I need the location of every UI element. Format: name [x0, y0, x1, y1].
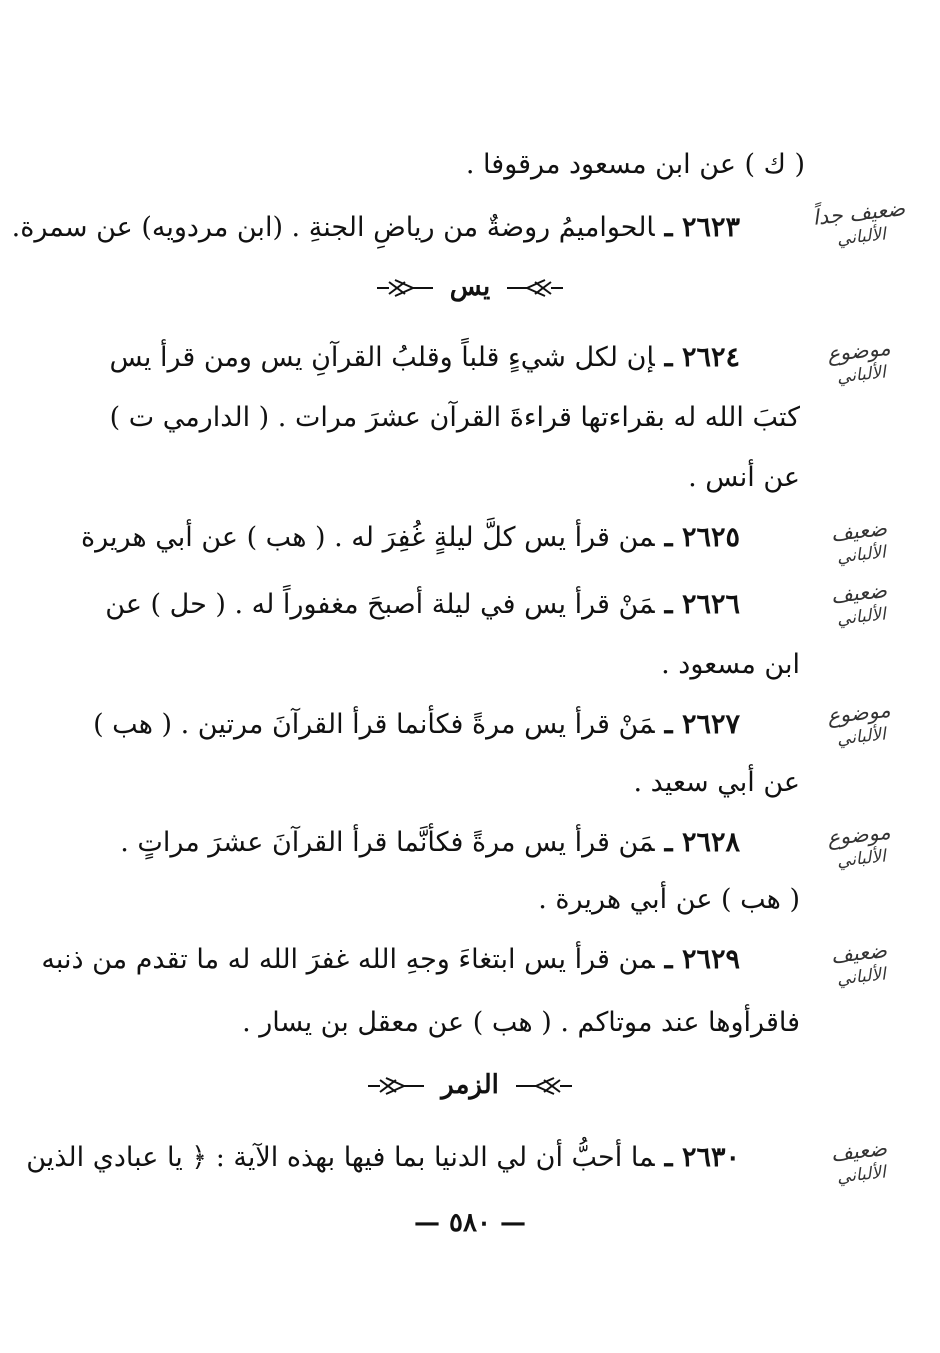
note-grade: موضوع [826, 335, 892, 367]
margin-note [798, 816, 922, 876]
text-line: ( هب ) عن أبي هريرة . [538, 884, 800, 915]
hadith-text: مَنْ قرأ يس في ليلة أصبحَ مغفوراً له . ( حل ) عن [105, 589, 655, 620]
ornament-left-icon [366, 1075, 426, 1097]
note-author: الألباني [836, 846, 887, 872]
hadith-2629 [41, 940, 740, 980]
hadith-number: ٢٦٢٩ ـ [664, 944, 740, 975]
note-grade: موضوع [826, 697, 892, 729]
note-author: الألباني [836, 1162, 887, 1188]
page-number: — ٥٨٠ — [413, 1208, 527, 1238]
margin-note [798, 574, 922, 634]
note-author: الألباني [836, 542, 887, 568]
margin-note [798, 332, 922, 392]
hadith-number: ٢٦٢٤ ـ [664, 342, 740, 373]
note-author: الألباني [836, 724, 887, 750]
hadith-number: ٢٦٢٨ ـ [664, 827, 740, 858]
hadith-text: الحواميمُ روضةٌ من رياضِ الجنةِ . (ابن مردويه) عن سمرة. [11, 212, 655, 243]
hadith-number: ٢٦٢٣ ـ [664, 212, 740, 243]
note-grade: ضعيف جداً [811, 196, 907, 230]
hadith-number: ٢٦٢٥ ـ [664, 522, 740, 553]
margin-note [798, 934, 922, 994]
note-grade: ضعيف [829, 516, 888, 546]
ornament-right-icon [505, 277, 565, 299]
hadith-text: ما أحبُّ أن لي الدنيا بما فيها بهذه الآية : ﴿ يا عبادي الذين [26, 1142, 655, 1173]
note-grade: موضوع [826, 819, 892, 851]
margin-note [798, 512, 922, 572]
hadith-number: ٢٦٣٠ ـ [664, 1142, 740, 1173]
text-line: ابن مسعود . [661, 649, 800, 680]
hadith-text: مَنْ قرأ يس مرةً فكأنما قرأ القرآنَ مرتين . ( هب ) [93, 709, 655, 740]
text-line: كتبَ الله له بقراءتها قراءةَ القرآن عشرَ مرات . ( الدارمي ت ) [109, 402, 800, 433]
margin-note [798, 1132, 922, 1192]
hadith-2626 [105, 585, 740, 625]
hadith-text: إن لكل شيءٍ قلباً وقلبُ القرآنِ يس ومن قرأ يس [109, 342, 655, 373]
heading-text: يس [449, 272, 491, 302]
hadith-number: ٢٦٢٧ ـ [664, 709, 740, 740]
hadith-2625 [81, 518, 740, 558]
ornament-left-icon [375, 277, 435, 299]
text-line: ( ك ) عن ابن مسعود مرقوفا . [465, 149, 805, 180]
hadith-2623 [12, 208, 740, 248]
text-line: عن أبي سعيد . [633, 767, 800, 798]
text-line: عن أنس . [688, 462, 800, 493]
margin-note [798, 694, 922, 754]
hadith-text: مَن قرأ يس مرةً فكأنَّما قرأ القرآنَ عشرَ مراتٍ . [120, 827, 655, 858]
hadith-2624 [110, 338, 741, 378]
note-author: الألباني [836, 604, 887, 630]
section-heading-zumar [300, 1070, 640, 1100]
heading-text: الزمر [441, 1070, 499, 1100]
ornament-right-icon [514, 1075, 574, 1097]
hadith-text: من قرأ يس ابتغاءَ وجهِ الله غفرَ الله له ما تقدم من ذنبه [41, 944, 655, 975]
note-grade: ضعيف [829, 938, 888, 968]
note-author: الألباني [836, 964, 887, 990]
note-grade: ضعيف [829, 1136, 888, 1166]
note-grade: ضعيف [829, 578, 888, 608]
hadith-2630 [26, 1138, 740, 1178]
note-author: الألباني [836, 224, 887, 250]
hadith-number: ٢٦٢٦ ـ [664, 589, 740, 620]
hadith-2627 [93, 705, 740, 745]
section-heading-yasin [300, 272, 640, 302]
text-line: فاقرأوها عند موتاكم . ( هب ) عن معقل بن يسار . [242, 1007, 800, 1038]
hadith-2628 [120, 823, 740, 863]
hadith-text: من قرأ يس كلَّ ليلةٍ غُفِرَ له . ( هب ) عن أبي هريرة [80, 522, 655, 553]
margin-note [798, 194, 922, 254]
note-author: الألباني [836, 362, 887, 388]
